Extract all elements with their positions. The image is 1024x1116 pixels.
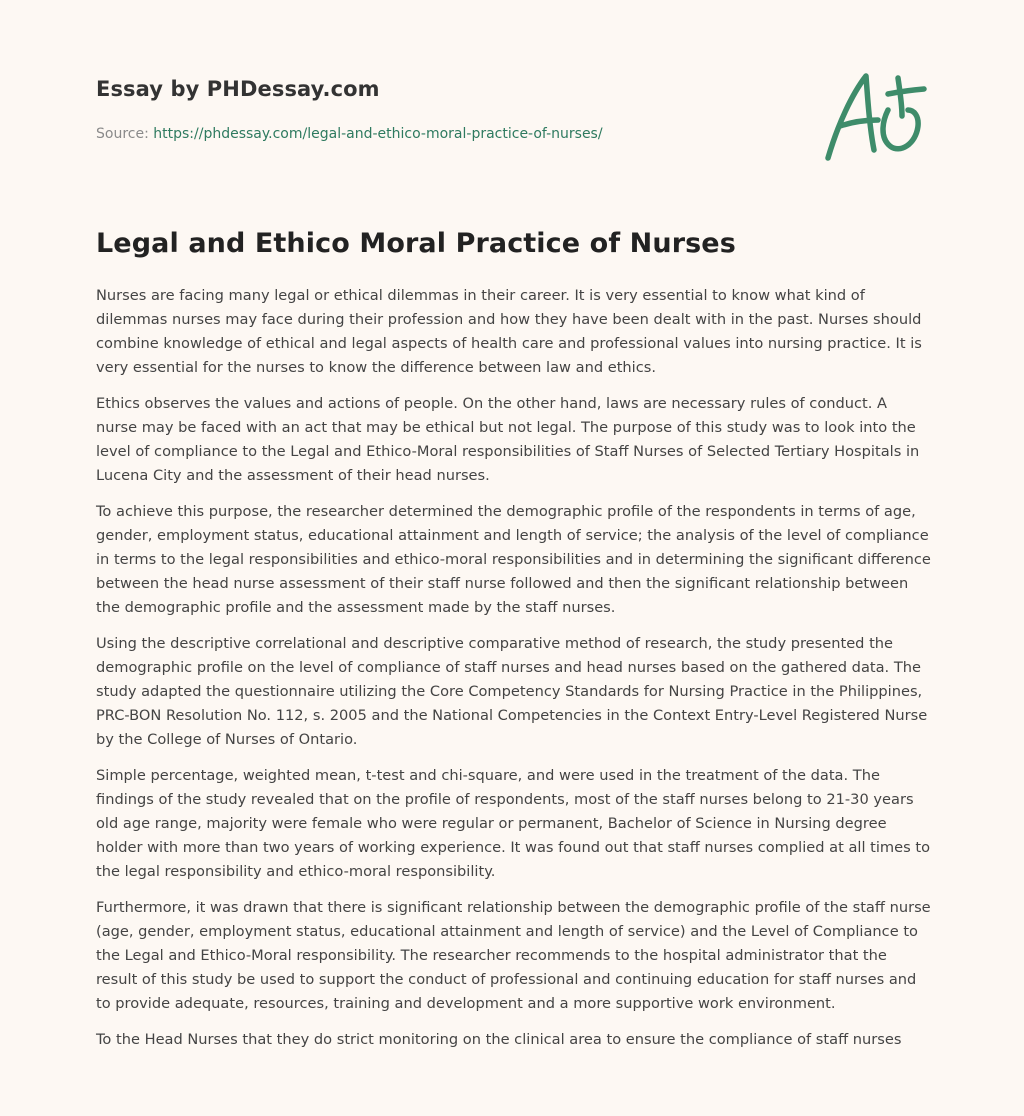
essay-paragraph: To the Head Nurses that they do strict monitoring on the clinical area to ensure the compliance of staff nurses <box>96 1031 902 1048</box>
essay-paragraph: Furthermore, it was drawn that there is significant relationship between the demographic profile of the staff nurse (age, gender, employment status, educational attainment and length of service) and the Level of Compliance to the Legal and Ethico-Moral responsibility. The researcher recommends to the hospital administrator that the result of this study be used to support the conduct of professional and continuing education for staff nurses and to provide adequate, resources, training and development and a more supportive work environment. <box>96 899 931 1012</box>
essay-body <box>96 284 932 1064</box>
page-header <box>96 74 796 144</box>
source-label: Source: <box>96 126 149 142</box>
essay-paragraph: Nurses are facing many legal or ethical dilemmas in their career. It is very essential to know what kind of dilemmas nurses may face during their profession and how they have been dealt with in the past. Nurses should combine knowledge of ethical and legal aspects of health care and professional values into nursing practice. It is very essential for the nurses to know the difference between law and ethics. <box>96 287 922 376</box>
essay-paragraph: Using the descriptive correlational and descriptive comparative method of research, the study presented the demographic profile on the level of compliance of staff nurses and head nurses based on the gathered data. The study adapted the questionnaire utilizing the Core Competency Standards for Nursing Practice in the Philippines, PRC-BON Resolution No. 112, s. 2005 and the National Competencies in the Context Entry-Level Registered Nurse by the College of Nurses of Ontario. <box>96 635 928 748</box>
essay-paragraph: To achieve this purpose, the researcher determined the demographic profile of the respondents in terms of age, gender, employment status, educational attainment and length of service; the analysis of the level of compliance in terms to the legal responsibilities and ethico-moral responsibilities and in determining the significant difference between the head nurse assessment of their staff nurse followed and then the significant relationship between the demographic profile and the assessment made by the staff nurses. <box>96 503 931 616</box>
source-line <box>96 124 796 144</box>
essay-paragraph: Simple percentage, weighted mean, t-test and chi-square, and were used in the treatment of the data. The findings of the study revealed that on the profile of respondents, most of the staff nurses belong to 21-30 years old age range, majority were female who were regular or permanent, Bachelor of Science in Nursing degree holder with more than two years of working experience. It was found out that staff nurses complied at all times to the legal responsibility and ethico-moral responsibility. <box>96 767 931 880</box>
essay-paragraph: Ethics observes the values and actions of people. On the other hand, laws are necessary rules of conduct. A nurse may be faced with an act that may be ethical but not legal. The purpose of this study was to look into the level of compliance to the Legal and Ethico-Moral responsibilities of Staff Nurses of Selected Tertiary Hospitals in Lucena City and the assessment of their head nurses. <box>96 395 920 484</box>
source-link[interactable]: https://phdessay.com/legal-and-ethico-moral-practice-of-nurses/ <box>153 126 603 142</box>
a-plus-grade-icon <box>818 64 930 168</box>
essay-title: Legal and Ethico Moral Practice of Nurses <box>96 228 736 259</box>
brand-title: Essay by PHDessay.com <box>96 77 380 101</box>
